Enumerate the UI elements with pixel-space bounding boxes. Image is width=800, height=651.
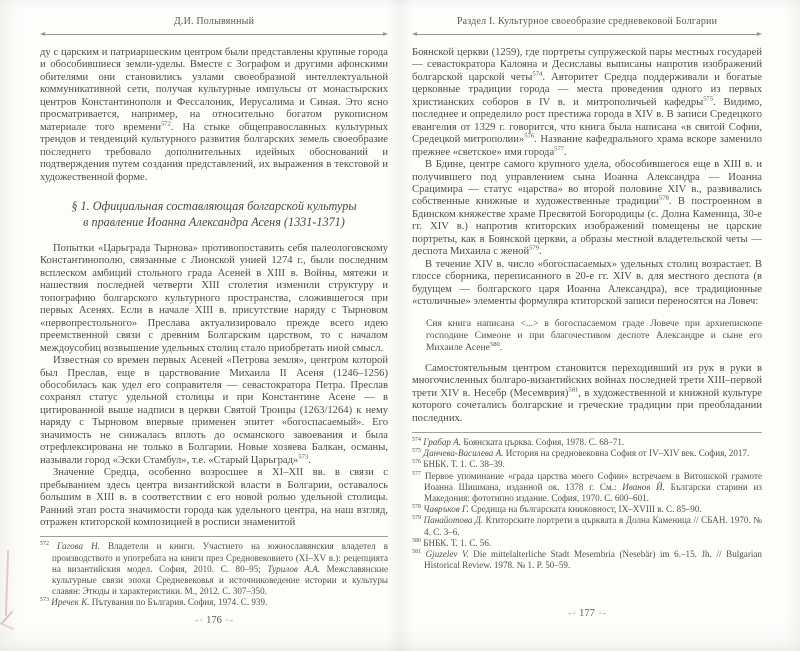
footnote: $^{580}$ БНБК. Т. 1. С. 56.: [412, 537, 492, 548]
scan-artifact-line: [5, 550, 9, 616]
rule-ornament-right: [757, 32, 762, 36]
page-number-value: 177: [579, 608, 595, 619]
footnote: $^{579}$ Панайотова Д. Ктиторските портрети в църквата в Долна Каменица // СБАН. 1970. № 4. С. 3–6.: [412, 515, 762, 537]
footnote: $^{576}$ БНБК. Т. 1. С. 38–39.: [412, 459, 505, 470]
rule-line: [45, 34, 383, 35]
right-page: [412, 16, 762, 641]
body-paragraph: Попытки «Царьграда Тырнова» противопоставить себя палеологовскому Константинополю, связанные с Лионской унией 1274 г., были последним всплеском амбиций стольного града Асеней в XIII в. Войны, мятежи и нашествия последней четверти XIII столетия изменили структуру и топографию болгарского культурного пространства, сложившегося при первых Асенях. Если в начале XIII в. присутствие наряду с Тырновом «первопрестольного» Преслава актуализировало прежде всего идею преемственной связи с древним Болгарским царством, то с началом междоусобиц возвышение удельных столиц стало приобретать иной смысл.: [40, 242, 388, 354]
block-quote: Сия книга написана <...> в богоспасаемом граде Ловече при архиепископе господине Симеоне и при благочестивом деспоте Александре и сыне его Михаиле Асене$^{580}$.: [426, 317, 762, 353]
running-head-section: Раздел I. Культурное своеобразие средневековой Болгарии: [456, 16, 718, 27]
page-number: [412, 608, 762, 619]
body-paragraph: Известная со времен первых Асеней «Петрова земля», центром которой был Преслав, еще в царствование Михаила II Асеня (1246–1256) обособилась как удел его соправителя — севастократора Петра. Преслав сохранял статус удельной столицы и при Константине Асене — в цитированной выше надписи в церкви Святой Троицы (1263/1264) к нему наряду с Тырновом впервые применен эпитет «богоспасаемый». Его значимость не снижалась вплоть до османского завоевания и была отрефлексирована не только в Болгарии. Новые хозяева Балкан, османы, называли город «Эски Стамбул», т.е. «Старый Царьград»$^{573}$.: [40, 355, 388, 466]
folio-ornament-left: –◦: [567, 609, 577, 618]
footnote: $^{575}$ Данчева-Василева А. История на средновековна София от IV–XIV век. София, 2017.: [412, 448, 750, 459]
page-number-value: 176: [206, 615, 222, 626]
rule-ornament-right: [383, 32, 388, 36]
body-paragraph: В Бдине, центре самого крупного удела, обособившегося еще в XIII в. и получившего под управлением сына Иоанна Александра — Иоанна Срацимира — статус «царства» во второй половине XIV в., развивались собственные книжные и художественные традиции$^{578}$. В построенном в Бдинском княжестве храме Пресвятой Богородицы (с. Долна Каменица, 30-е гг. XIV в.) напротив ктиторских изображений помещены не царские портреты, как в Боянской церкви, а образы местной владетельской четы — деспота Михаила с женой$^{579}$.: [412, 159, 762, 258]
body-paragraph: Самостоятельным центром становится переходивший из рук в руки в многочисленных болгаро-византийских войнах последней трети XIII–первой трети XIV в. Несебр (Месемврия)$^{581}$, в художественной и книжной культуре которого сочетались болгарские и греческие традиции при преобладании последних.: [412, 362, 763, 424]
spine-shadow: [388, 0, 412, 651]
folio-ornament-left: –◦: [194, 616, 204, 625]
footnotes-block: [412, 432, 762, 571]
footnote: $^{574}$ Грабар А. Боянската църква. София, 1978. С. 68–71.: [412, 437, 625, 448]
section-heading-line1: § 1. Официальная составляющая болгарской культуры: [71, 198, 357, 213]
rule-line: [417, 34, 757, 35]
header-rule: [412, 30, 762, 38]
section-heading-line2: в правление Иоанна Александра Асеня (1331-1371): [83, 215, 345, 230]
header-rule: [40, 30, 388, 38]
folio-ornament-right: ◦–: [597, 609, 607, 618]
left-page: [40, 16, 388, 641]
body-paragraph: ду с царским и патриаршеским центром были представлены крупные города и обособившиеся земли-уделы. Вместе с Зографом и другими афонскими обителями они становились узлами своеобразной интеллектуальной коммуникативной сети, получая культурные импульсы от монастырских центров Константинополя и Фессалоник, Иерусалима и Синая. Это ясно просматривается, например, на относительно богатом рукописном материале того времени$^{572}$. На стыке общеправославных культурных трендов и тенденций культурного развития болгарских земель своеобразие последнего требовало дополнительных идейных обоснований и подтверждения путем создания представлений, их выражения в текстовой и художественной форме.: [40, 47, 388, 183]
footnote: $^{573}$ Иречек К. Пътувания по България. София, 1974. С. 939.: [40, 597, 268, 608]
body-paragraph: Боянской церкви (1259), где портреты супружеской пары местных государей — севастократора Калояна и Десиславы выписаны напротив изображений болгарской царской четы$^{574}$. Авторитет Средца поддерживали и богатые церковные традиции города — места проведения одного из первых христианских соборов в IV в. и митрополичьей кафедры$^{575}$. Видимо, последнее и определило рост престижа города в XIV в. В записи Средецкого евангелия от 1329 г. говорится, что книга была написана «в святой Софии, Средецкой митрополии»$^{576}$. Название кафедрального храма вскоре заменило прежнее «светское» имя города$^{577}$.: [412, 47, 763, 158]
scan-artifact-mark: [0, 611, 25, 630]
footnote: $^{577}$ Первое упоминание «града царства моего Софии» встречаем в Витошской грамоте Иоанна Шишмана, изданной ок. 1378 г. См.: Иванов Й. Български старини из Македония: фототипно издание. София, 1970. С. 600–601.: [412, 470, 762, 504]
footnotes-block: [40, 536, 388, 608]
running-head-author: Д.И. Полывянный: [173, 16, 255, 27]
page-number: [40, 615, 388, 626]
footnote: $^{581}$ Gjuzelev V. Die mittelalterliche Stadt Mesembria (Nesebär) im 6.–15. Jh. // Bulgarian Historical Review. 1978. № 1. P. 50–59.: [412, 549, 762, 571]
footnote: $^{572}$ Гагова Н. Владетели и книги. Участието на южнославянския владетел в производството и употребата на книги през Средновековието (XI–XV в.): рецепцията на византийския модел. София, 2010. С. 80–95; Турилов А.А. Межславянские культурные связи эпохи Средневековья и источниковедение истории и культуры славян: Этюды и характеристики. М., 2012. С. 307–350.: [40, 541, 389, 597]
footnote: $^{578}$ Чавръков Г. Средища на българската книжовност, IX–XVIII в. С. 85–90.: [412, 504, 702, 515]
folio-ornament-right: ◦–: [224, 616, 234, 625]
body-paragraph: Значение Средца, особенно возросшее в XI–XII вв. в связи с пребыванием здесь центра византийской власти в Болгарии, оставалось большим в XIII в. в соответствии с его новой ролью удельной столицы. Ранний этап роста значимости города как удельного центра, на наш взгляд, отражен ктиторской композицией в росписи знаменитой: [40, 467, 388, 528]
section-heading: [40, 198, 388, 231]
body-paragraph: В течение XIV в. число «богоспасаемых» удельных столиц возрастает. В глоссе сборника, переписанного в 20-е гг. XIV в. для местного деспота (в будущем — болгарского царя Иоанна Александра), все традиционные «столичные» элементы формуляра ктиторской записи переносятся на Ловеч:: [412, 258, 762, 308]
